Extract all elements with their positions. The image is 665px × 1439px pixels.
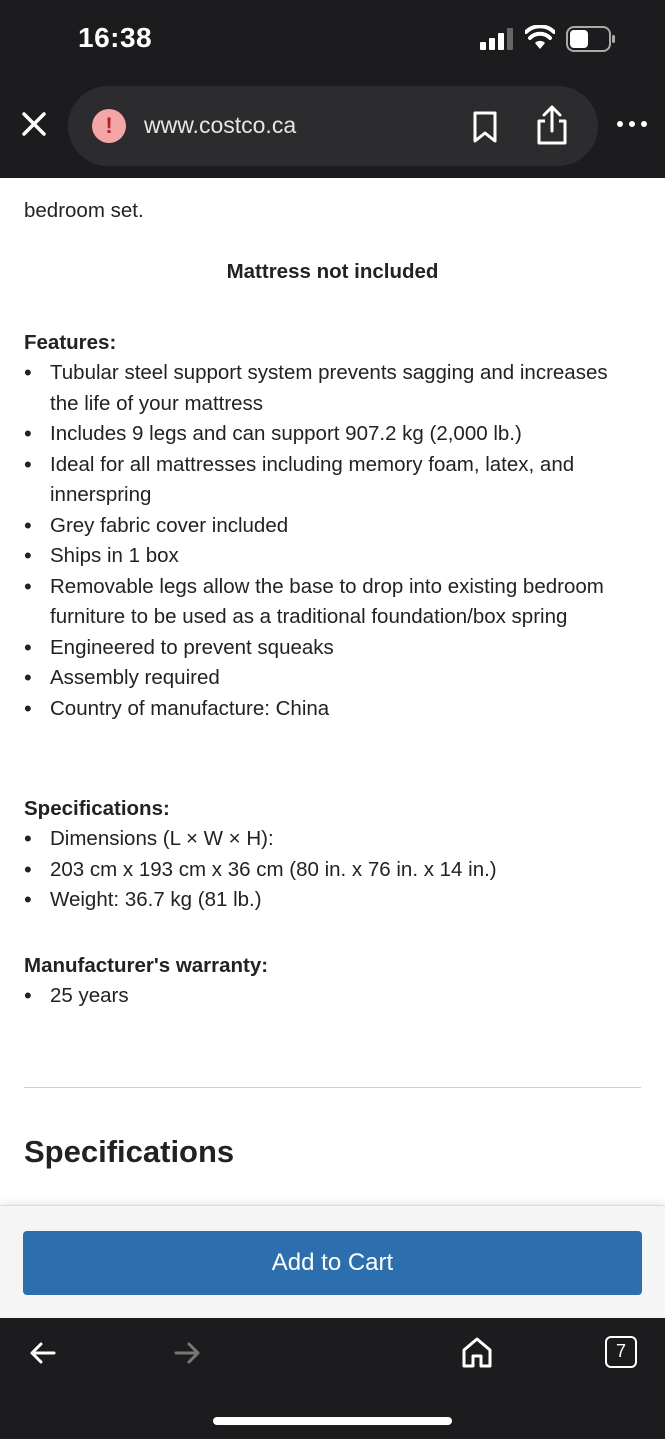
list-item: • 203 cm x 193 cm x 36 cm (80 in. x 76 in. x 14 in.) — [50, 855, 641, 886]
list-item: • Removable legs allow the base to drop into existing bedroom furniture to be used as a traditional foundation/box spring — [50, 572, 641, 633]
intro-text: bedroom set. — [24, 199, 144, 222]
forward-icon[interactable] — [172, 1338, 202, 1368]
section-divider — [24, 1087, 641, 1088]
battery-icon — [566, 26, 616, 52]
url-text[interactable]: www.costco.ca — [144, 112, 297, 138]
share-icon[interactable] — [534, 104, 570, 146]
back-icon[interactable] — [28, 1338, 58, 1368]
list-item: • 25 years — [50, 981, 641, 1012]
warranty-section — [24, 951, 641, 1012]
cellular-signal-icon — [480, 28, 514, 50]
home-icon[interactable] — [460, 1335, 494, 1369]
features-section — [24, 328, 641, 724]
browser-top-bar — [0, 0, 665, 178]
bookmark-icon[interactable] — [470, 110, 500, 144]
mattress-note: Mattress not included — [226, 260, 439, 283]
tabs-icon[interactable]: 7 — [605, 1336, 637, 1368]
specifications-section — [24, 794, 641, 916]
more-icon[interactable] — [612, 114, 652, 134]
list-item: • Dimensions (L × W × H): — [50, 824, 641, 855]
list-item: • Tubular steel support system prevents sagging and increases the life of your mattress — [50, 358, 641, 419]
list-item: • Includes 9 legs and can support 907.2 kg (2,000 lb.) — [50, 419, 641, 450]
list-item: • Grey fabric cover included — [50, 511, 641, 542]
specifications-heading[interactable]: Specifications — [24, 1134, 235, 1169]
list-item: • Engineered to prevent squeaks — [50, 633, 641, 664]
wifi-icon — [525, 25, 555, 51]
address-bar[interactable] — [68, 86, 598, 166]
features-list — [24, 358, 641, 724]
close-icon[interactable] — [18, 108, 50, 140]
features-title: Features: — [24, 331, 117, 354]
specifications-title: Specifications: — [24, 797, 170, 820]
add-to-cart-button[interactable]: Add to Cart — [23, 1231, 642, 1295]
warranty-list — [24, 981, 641, 1012]
list-item: • Ships in 1 box — [50, 541, 641, 572]
warning-icon[interactable]: ! — [92, 109, 126, 143]
cart-bar — [0, 1205, 665, 1320]
list-item: • Country of manufacture: China — [50, 694, 641, 725]
list-item: • Weight: 36.7 kg (81 lb.) — [50, 885, 641, 916]
browser-bottom-bar — [0, 1318, 665, 1439]
warranty-title: Manufacturer's warranty: — [24, 954, 269, 977]
status-time: 16:38 — [78, 22, 153, 53]
home-indicator — [213, 1417, 452, 1425]
specifications-list — [24, 824, 641, 916]
list-item: • Ideal for all mattresses including memory foam, latex, and innerspring — [50, 450, 641, 511]
list-item: • Assembly required — [50, 663, 641, 694]
